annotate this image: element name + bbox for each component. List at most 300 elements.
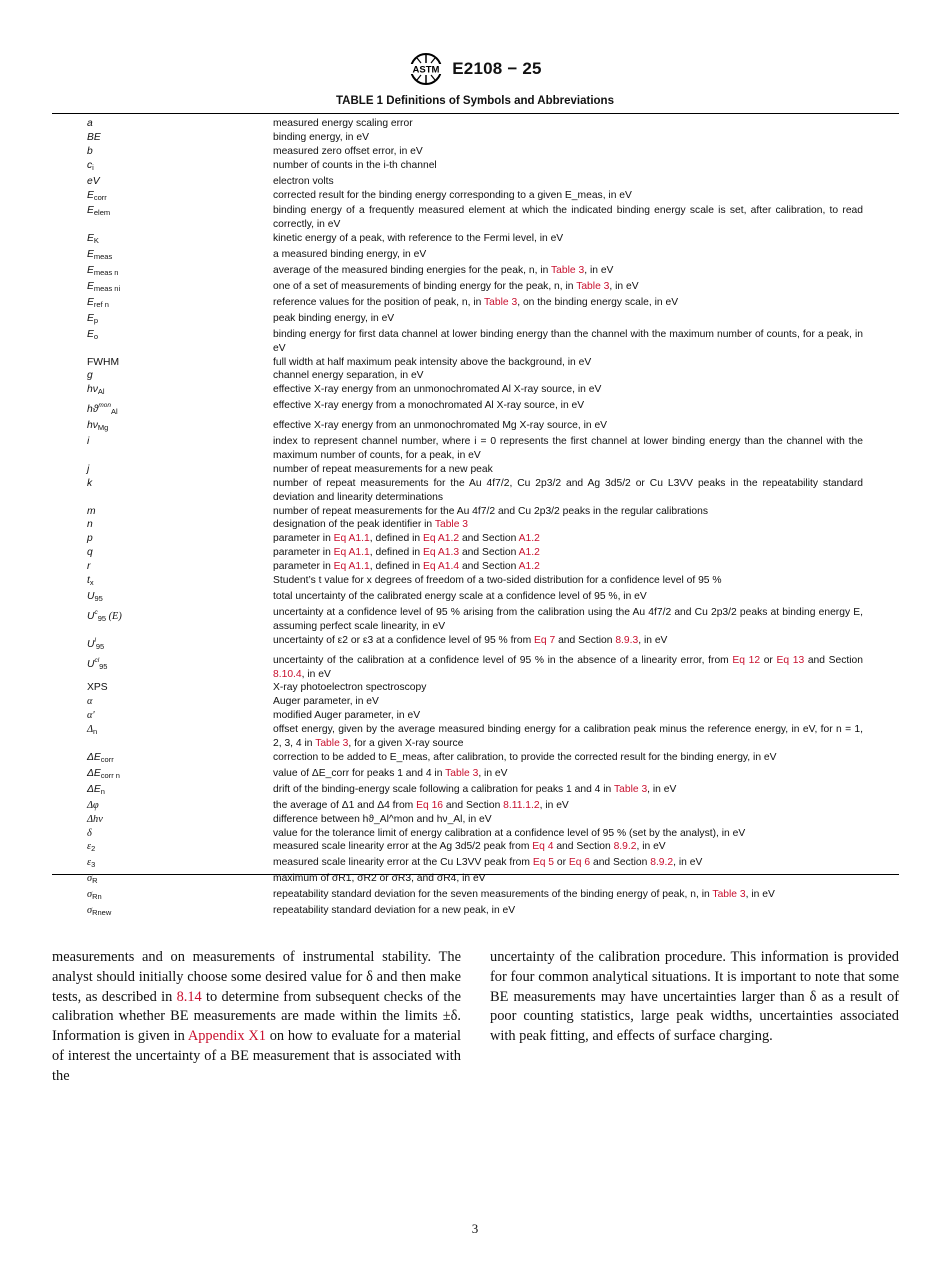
- table-row: [52, 783, 899, 799]
- symbol-cell: [52, 681, 273, 695]
- symbol: ε: [87, 841, 92, 853]
- definition-cell: [273, 723, 863, 751]
- text-run: one of a set of measurements of binding energy for the peak, n, in: [273, 280, 577, 292]
- table-row: [52, 435, 899, 463]
- text-run: , in eV: [647, 783, 677, 795]
- cross-reference-link[interactable]: Table 3: [551, 265, 585, 277]
- cross-reference-link[interactable]: Table 3: [484, 296, 518, 308]
- definition-cell: [273, 280, 863, 296]
- text-run: measured zero offset error, in eV: [273, 145, 423, 157]
- table-row: [52, 383, 899, 399]
- text-run: number of repeat measurements for the Au 4f7/2, Cu 2p3/2 and Ag 3d5/2 or Cu L3VV peaks in the repeatability standard deviation and linearity determinations: [273, 477, 863, 503]
- symbol: t: [87, 575, 90, 587]
- symbol: ΔE: [87, 783, 101, 795]
- table-row: [52, 369, 899, 383]
- text-run: and Section: [553, 841, 614, 853]
- text-run: Student’s t value for x degrees of freedom of a two-sided distribution for a confidence level of 95 %: [273, 575, 722, 587]
- cross-reference-link[interactable]: 8.10.4: [273, 668, 302, 680]
- text-run: or: [554, 857, 569, 869]
- definition-cell: [273, 248, 863, 264]
- text-run: the average of Δ1 and Δ4 from: [273, 799, 417, 811]
- table-row: [52, 723, 899, 751]
- text-run: , in eV: [636, 841, 666, 853]
- symbol-superscript: mon: [98, 402, 112, 410]
- symbol-cell: [52, 399, 273, 419]
- symbol-subscript: n: [100, 786, 105, 796]
- text-run: measured scale linearity error at the Cu L3VV peak from: [273, 857, 533, 869]
- symbol-cell: [52, 709, 273, 723]
- text-run: , in eV: [609, 280, 639, 292]
- definition-cell: [273, 518, 863, 532]
- definition-cell: [273, 767, 863, 783]
- text-run: correction to be added to E_meas, after calibration, to provide the corrected result for the binding energy, in eV: [273, 751, 777, 763]
- symbol-subscript: corr n: [100, 770, 120, 780]
- definition-cell: [273, 463, 863, 477]
- text-run: on how to evaluate for a material of interest the uncertainty of a BE measurement that is associated with the: [52, 1028, 461, 1084]
- symbol-subscript: i: [92, 162, 94, 172]
- cross-reference-link[interactable]: Eq A1.1: [333, 547, 370, 559]
- definition-cell: [273, 204, 863, 232]
- definition-cell: [273, 751, 863, 767]
- cross-reference-link[interactable]: Eq A1.3: [423, 547, 460, 559]
- cross-reference-link[interactable]: Eq A1.1: [333, 533, 370, 545]
- definition-cell: [273, 634, 863, 654]
- cross-reference-link[interactable]: Table 3: [315, 738, 349, 750]
- symbol-cell: [52, 751, 273, 767]
- text-run: binding energy for first data channel at lower binding energy than the channel with the maximum number of counts, for a peak, in eV: [273, 328, 863, 354]
- symbol: FWHM: [87, 356, 120, 368]
- document-code: E2108 − 25: [452, 59, 542, 78]
- definition-cell: [273, 505, 863, 519]
- table-row: [52, 232, 899, 248]
- text-run: difference between hϑ_Al^mon and hν_Al, in eV: [273, 813, 492, 825]
- table-row: [52, 709, 899, 723]
- cross-reference-link[interactable]: Eq 4: [532, 841, 554, 853]
- symbol-cell: [52, 888, 273, 904]
- cross-reference-link[interactable]: Table 3: [712, 889, 746, 901]
- text-run: repeatability standard deviation for the seven measurements of the binding energy of peak, n, in: [273, 889, 713, 901]
- definition-cell: [273, 264, 863, 280]
- definition-cell: [273, 189, 863, 205]
- symbol-superscript: l: [94, 636, 96, 644]
- symbol: g: [87, 370, 93, 382]
- table-row: [52, 145, 899, 159]
- cross-reference-link[interactable]: A1.2: [518, 561, 540, 573]
- symbol-subscript: Rnew: [92, 908, 112, 918]
- table-row: [52, 419, 899, 435]
- text-run: uncertainty of ε2 or ε3 at a confidence level of 95 % from: [273, 634, 535, 646]
- text-run: effective X-ray energy from an unmonochromated Mg X-ray source, in eV: [273, 420, 608, 432]
- table-row: [52, 695, 899, 709]
- table-row: [52, 634, 899, 654]
- table-row: [52, 463, 899, 477]
- text-run: , in eV: [584, 265, 614, 277]
- cross-reference-link[interactable]: Eq A1.2: [423, 533, 460, 545]
- symbol-cell: [52, 518, 273, 532]
- symbol-subscript: p: [93, 315, 99, 325]
- text-run: and Section: [443, 799, 504, 811]
- symbol: α': [87, 710, 95, 722]
- symbol: δ: [87, 827, 92, 839]
- symbol-cell: [52, 280, 273, 296]
- table-row: [52, 856, 899, 872]
- definition-cell: [273, 856, 863, 872]
- text-run: , in eV: [301, 668, 331, 680]
- symbol-subscript: ref n: [93, 299, 109, 309]
- table-row: [52, 312, 899, 328]
- symbol: Δ: [87, 724, 94, 736]
- text-run: or: [760, 654, 777, 666]
- table-row: [52, 399, 899, 419]
- text-run: repeatability standard deviation for a new peak, in eV: [273, 905, 516, 917]
- definition-cell: [273, 574, 863, 590]
- symbol: U: [87, 610, 95, 622]
- definition-cell: [273, 477, 863, 505]
- symbol-argument: (E): [106, 610, 122, 622]
- table-row: [52, 296, 899, 312]
- table-row: [52, 799, 899, 813]
- symbol: a: [87, 118, 93, 129]
- symbol: n: [87, 519, 93, 531]
- symbol-cell: [52, 232, 273, 248]
- text-run: effective X-ray energy from a monochromated Al X-ray source, in eV: [273, 400, 585, 412]
- text-run: , defined in: [369, 547, 423, 559]
- table-row: [52, 264, 899, 280]
- symbol-cell: [52, 606, 273, 634]
- table-row: [52, 654, 899, 682]
- symbol-cell: [52, 856, 273, 872]
- symbol-cell: [52, 783, 273, 799]
- symbol-superscript: cl: [94, 656, 100, 664]
- text-run: reference values for the position of peak, n, in: [273, 296, 485, 308]
- table-row: [52, 767, 899, 783]
- cross-reference-link[interactable]: Eq 7: [534, 634, 556, 646]
- cross-reference-link[interactable]: Table 3: [434, 519, 469, 531]
- symbol-cell: [52, 904, 273, 920]
- symbol: Δφ: [87, 799, 99, 811]
- cross-reference-link[interactable]: Eq A1.4: [423, 561, 460, 573]
- table-row: [52, 159, 899, 175]
- symbol-subscript: 95: [94, 594, 103, 603]
- text-run: , on the binding energy scale, in eV: [517, 296, 679, 308]
- symbol: E: [87, 296, 94, 308]
- symbol: α: [87, 696, 93, 708]
- symbol: E: [87, 205, 94, 217]
- symbol: hν: [87, 384, 98, 396]
- symbol-cell: [52, 546, 273, 560]
- symbol-subscript: o: [93, 331, 99, 341]
- text-run: parameter in: [273, 561, 334, 573]
- symbol-cell: [52, 369, 273, 383]
- definition-cell: [273, 296, 863, 312]
- text-run: binding energy, in eV: [273, 131, 369, 143]
- cross-reference-link[interactable]: 8.14: [176, 988, 202, 1005]
- table-row: [52, 574, 899, 590]
- table-top-rule: [52, 113, 899, 114]
- text-run: parameter in: [273, 533, 334, 545]
- table-title: TABLE 1 Definitions of Symbols and Abbreviations: [336, 95, 614, 107]
- text-run: measured scale linearity error at the Ag 3d5/2 peak from: [273, 841, 533, 853]
- symbol-subscript: Rn: [92, 892, 102, 902]
- definition-cell: [273, 532, 863, 546]
- definition-cell: [273, 356, 863, 370]
- cross-reference-link[interactable]: Table 3: [576, 280, 610, 292]
- symbol-cell: [52, 383, 273, 399]
- definition-cell: [273, 840, 863, 856]
- text-run: measurements and on measurements of instrumental stability. The analyst should initially choose some desired value for δ and then make tests, as described in: [52, 949, 461, 1005]
- symbol-cell: [52, 840, 273, 856]
- table-row: [52, 751, 899, 767]
- symbol-subscript: Al: [97, 387, 105, 397]
- symbol-cell: [52, 175, 273, 189]
- text-run: , in eV: [673, 857, 703, 869]
- definition-cell: [273, 904, 863, 920]
- cross-reference-link[interactable]: Eq 5: [532, 857, 555, 869]
- symbol: σ: [87, 873, 93, 885]
- symbol-cell: [52, 435, 273, 463]
- symbol: E: [87, 249, 94, 261]
- symbol: c: [87, 159, 93, 171]
- body-text-left-column: [52, 948, 461, 1087]
- definition-cell: [273, 435, 863, 463]
- table-row: [52, 888, 899, 904]
- symbol-subscript: 2: [91, 844, 96, 854]
- definition-cell: [273, 827, 863, 841]
- cross-reference-link[interactable]: Table 3: [445, 767, 479, 779]
- table-row: [52, 117, 899, 131]
- text-run: maximum of σR1, σR2 or σR3, and σR4, in eV: [273, 873, 486, 885]
- text-run: and Section: [459, 547, 519, 559]
- symbol-cell: [52, 634, 273, 654]
- text-run: total uncertainty of the calibrated energy scale at a confidence level of 95 %, in eV: [273, 591, 647, 602]
- definition-cell: [273, 590, 863, 606]
- symbol: σ: [87, 889, 93, 901]
- symbol-cell: [52, 827, 273, 841]
- text-run: uncertainty of the calibration procedure. This information is provided for four common analytical situations. It is important to note that some BE measurements may have uncertainties larger than δ as a result of poor counting statistics, large peak widths, uncertainties associated with peak fitting, and effects of surface charging.: [490, 949, 899, 1045]
- table-row: [52, 175, 899, 189]
- cross-reference-link[interactable]: Eq 13: [776, 654, 805, 666]
- symbol: hϑ: [87, 404, 99, 416]
- symbol: E: [87, 328, 94, 340]
- symbol-subscript: 3: [91, 860, 96, 870]
- text-run: modified Auger parameter, in eV: [273, 710, 421, 722]
- symbol: m: [87, 505, 96, 517]
- symbol-subscript: K: [93, 236, 99, 246]
- definition-cell: [273, 145, 863, 159]
- definition-cell: [273, 328, 863, 356]
- symbol: BE: [87, 131, 101, 143]
- definition-cell: [273, 709, 863, 723]
- symbol: eV: [87, 175, 100, 187]
- svg-text:ASTM: ASTM: [412, 64, 440, 76]
- definition-cell: [273, 131, 863, 145]
- text-run: and Section: [804, 654, 863, 666]
- definition-cell: [273, 783, 863, 799]
- text-run: electron volts: [273, 175, 334, 187]
- table-row: [52, 532, 899, 546]
- cross-reference-link[interactable]: Eq 12: [732, 654, 761, 666]
- table-row: [52, 505, 899, 519]
- table-row: [52, 477, 899, 505]
- page-header: [0, 52, 950, 86]
- symbol-subscript: n: [93, 727, 98, 737]
- table-row: [52, 904, 899, 920]
- text-run: offset energy, given by the average measured binding energy for a calibration peak minus the reference energy, in eV, for n = 1, 2, 3, 4 in: [273, 724, 863, 750]
- symbol-cell: [52, 131, 273, 145]
- symbol-cell: [52, 356, 273, 370]
- symbol: b: [87, 145, 93, 157]
- symbol-subscript: Al: [111, 407, 118, 417]
- text-run: , defined in: [369, 561, 423, 573]
- table-row: [52, 518, 899, 532]
- symbol-cell: [52, 145, 273, 159]
- text-run: , for a given X-ray source: [348, 738, 464, 750]
- symbol: E: [87, 312, 94, 324]
- symbol-cell: [52, 767, 273, 783]
- symbol-cell: [52, 505, 273, 519]
- text-run: designation of the peak identifier in: [273, 519, 435, 531]
- symbol: U: [87, 658, 95, 670]
- symbol: r: [87, 561, 91, 573]
- symbol: j: [87, 463, 90, 475]
- text-run: Auger parameter, in eV: [273, 696, 379, 708]
- text-run: X-ray photoelectron spectroscopy: [273, 682, 427, 694]
- definition-cell: [273, 369, 863, 383]
- text-run: binding energy of a frequently measured element at which the indicated binding energy scale is set, after calibration, to read correctly, in eV: [273, 205, 863, 231]
- symbol-subscript: Mg: [97, 423, 109, 433]
- symbol-cell: [52, 117, 273, 131]
- cross-reference-link[interactable]: 8.9.3: [615, 634, 639, 646]
- text-run: peak binding energy, in eV: [273, 312, 395, 324]
- table-row: [52, 280, 899, 296]
- symbol-subscript: 95: [95, 641, 105, 651]
- symbol-cell: [52, 477, 273, 505]
- definition-cell: [273, 654, 863, 682]
- symbol-cell: [52, 204, 273, 232]
- symbol: Δhν: [87, 813, 103, 825]
- definition-cell: [273, 606, 863, 634]
- text-run: value of ΔE_corr for peaks 1 and 4 in: [273, 767, 446, 779]
- text-run: and Section: [459, 533, 519, 545]
- cross-reference-link[interactable]: Eq 6: [568, 857, 591, 869]
- symbol-subscript: meas: [93, 252, 113, 262]
- definition-cell: [273, 681, 863, 695]
- symbol: E: [87, 233, 94, 245]
- symbol: ΔE: [87, 751, 101, 763]
- cross-reference-link[interactable]: Appendix X1: [187, 1028, 266, 1045]
- symbol-cell: [52, 813, 273, 827]
- symbol: k: [87, 477, 93, 489]
- definition-cell: [273, 546, 863, 560]
- symbol-cell: [52, 312, 273, 328]
- definition-cell: [273, 175, 863, 189]
- text-run: value for the tolerance limit of energy calibration at a confidence level of 95 % (set by the analyst), in eV: [273, 827, 746, 839]
- symbol: U: [87, 638, 95, 650]
- cross-reference-link[interactable]: 8.11.1.2: [503, 799, 540, 811]
- cross-reference-link[interactable]: A1.2: [518, 533, 540, 545]
- cross-reference-link[interactable]: 8.9.2: [613, 841, 637, 853]
- text-run: parameter in: [273, 547, 334, 559]
- text-run: uncertainty at a confidence level of 95 % arising from the calibration using the Au 4f7/2 and Cu 2p3/2 peaks at binding energy E, assuming perfect scale linearity, in eV: [273, 606, 863, 632]
- text-run: , in eV: [745, 889, 775, 901]
- text-run: and Section: [590, 857, 651, 869]
- text-run: to determine from subsequent checks of the calibration whether BE measurements are made within the limits ±δ. Information is given in: [52, 988, 461, 1045]
- text-run: and Section: [555, 634, 616, 646]
- text-run: a measured binding energy, in eV: [273, 249, 427, 261]
- symbol-cell: [52, 296, 273, 312]
- table-row: [52, 546, 899, 560]
- text-run: , in eV: [638, 634, 668, 646]
- definition-cell: [273, 419, 863, 435]
- symbol-cell: [52, 654, 273, 682]
- table-row: [52, 813, 899, 827]
- symbol-subscript: corr: [93, 192, 107, 202]
- symbol-cell: [52, 799, 273, 813]
- table-row: [52, 248, 899, 264]
- symbol-cell: [52, 560, 273, 574]
- symbol-subscript: meas ni: [93, 283, 121, 293]
- symbol-subscript: meas n: [93, 268, 119, 278]
- text-run: drift of the binding-energy scale following a calibration for peaks 1 and 4 in: [273, 783, 614, 795]
- text-run: number of repeat measurements for the Au 4f7/2 and Cu 2p3/2 peaks in the regular calibrations: [273, 505, 709, 517]
- cross-reference-link[interactable]: Eq 16: [416, 799, 444, 811]
- table-row: [52, 560, 899, 574]
- cross-reference-link[interactable]: Table 3: [613, 783, 648, 795]
- symbol: E: [87, 265, 94, 277]
- definition-cell: [273, 159, 863, 175]
- text-run: , in eV: [478, 767, 508, 779]
- symbol: E: [87, 189, 94, 201]
- symbol-cell: [52, 419, 273, 435]
- cross-reference-link[interactable]: A1.2: [518, 547, 540, 559]
- text-run: measured energy scaling error: [273, 118, 413, 129]
- text-run: number of repeat measurements for a new peak: [273, 463, 493, 475]
- cross-reference-link[interactable]: 8.9.2: [650, 857, 674, 869]
- table-row: [52, 681, 899, 695]
- text-run: number of counts in the i-th channel: [273, 159, 437, 171]
- text-run: corrected result for the binding energy corresponding to a given E_meas, in eV: [273, 189, 632, 201]
- symbol-subscript: corr: [100, 754, 114, 764]
- symbol-cell: [52, 695, 273, 709]
- text-run: channel energy separation, in eV: [273, 370, 424, 382]
- symbol-cell: [52, 574, 273, 590]
- symbol: XPS: [87, 682, 108, 694]
- symbol-superscript: c: [94, 608, 98, 616]
- symbol-cell: [52, 590, 273, 606]
- cross-reference-link[interactable]: Eq A1.1: [333, 561, 370, 573]
- symbol-cell: [52, 723, 273, 751]
- symbol-cell: [52, 248, 273, 264]
- symbol: hν: [87, 420, 98, 432]
- text-run: full width at half maximum peak intensity above the background, in eV: [273, 356, 592, 368]
- symbol: ΔE: [87, 767, 101, 779]
- symbol-subscript: x: [89, 578, 94, 588]
- definition-cell: [273, 117, 863, 131]
- text-run: uncertainty of the calibration at a confidence level of 95 % in the absence of a linearity error, from: [273, 654, 733, 666]
- page-number: 3: [471, 1221, 479, 1236]
- text-run: kinetic energy of a peak, with reference to the Fermi level, in eV: [273, 233, 564, 245]
- text-run: index to represent channel number, where i = 0 represents the first channel at lower binding energy than the channel with the maximum number of counts, for a peak, in eV: [273, 436, 863, 461]
- symbol-cell: [52, 159, 273, 175]
- symbol: i: [87, 436, 90, 448]
- definition-cell: [273, 799, 863, 813]
- table-row: [52, 606, 899, 634]
- symbol: σ: [87, 905, 93, 917]
- symbols-table: [52, 117, 899, 920]
- table-row: [52, 204, 899, 232]
- text-run: and Section: [459, 561, 519, 573]
- definition-cell: [273, 399, 863, 419]
